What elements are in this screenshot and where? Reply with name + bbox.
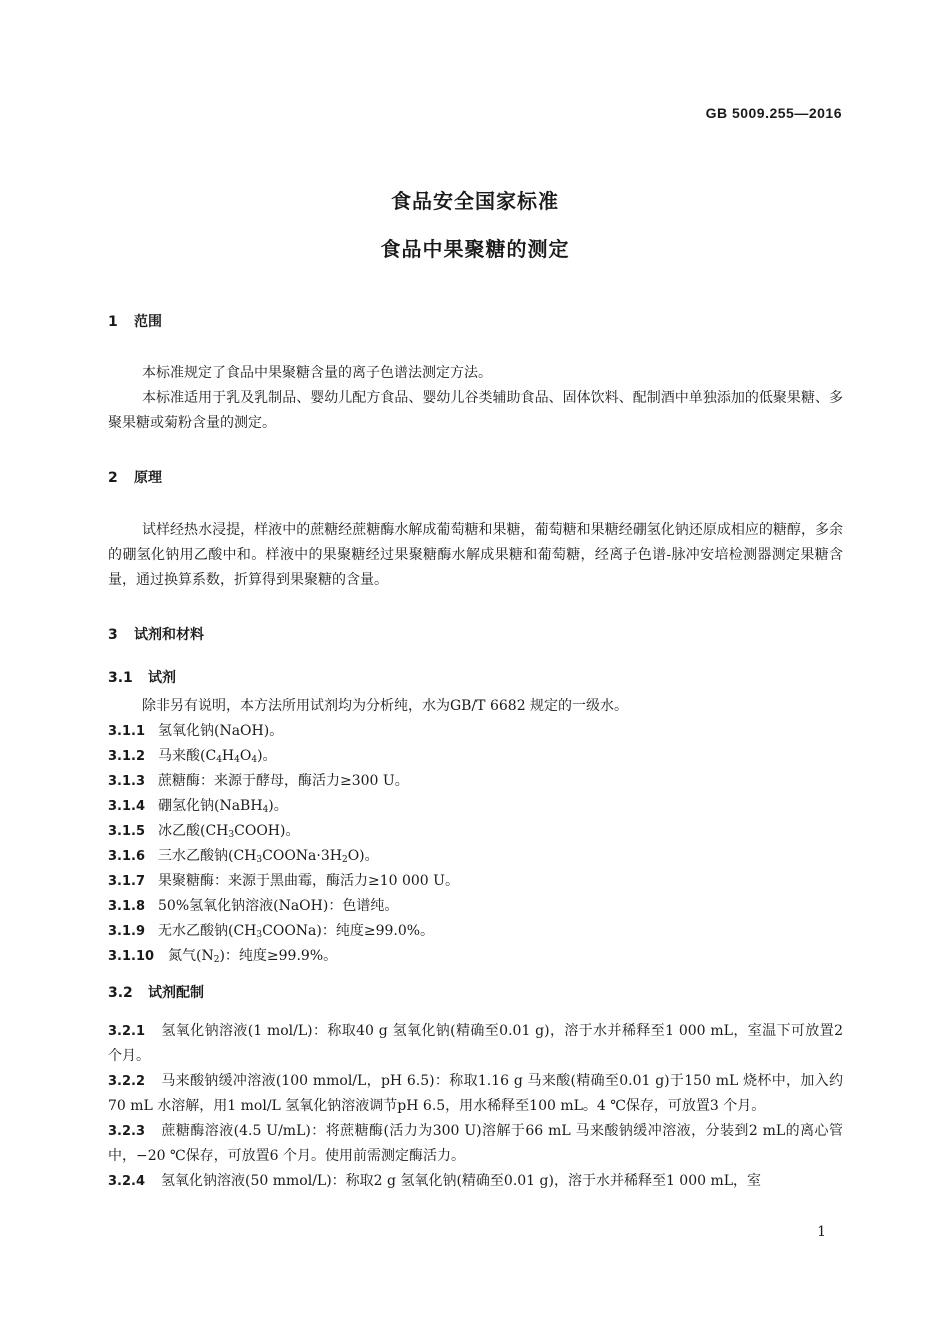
reagent-item bbox=[108, 944, 843, 969]
item-text: 蔗糖酶：来源于酵母，酶活力≥300 U。 bbox=[158, 773, 409, 789]
section-heading-scope bbox=[108, 312, 843, 332]
item-number: 3.1.3 bbox=[108, 774, 146, 789]
subscript: 4 bbox=[216, 755, 222, 765]
item-text: COONa·3H bbox=[262, 848, 342, 864]
section-title: 试剂和材料 bbox=[134, 627, 204, 643]
item-number: 3.1.7 bbox=[108, 874, 146, 889]
item-text: 无水乙酸钠(CH bbox=[158, 923, 257, 939]
reagent-item bbox=[108, 769, 843, 794]
item-text: 氢氧化钠溶液(50 mmol/L)：称取2 g 氢氧化钠(精确至0.01 g)，溶于水并稀释至1 000 mL，室 bbox=[161, 1173, 762, 1189]
item-text: H bbox=[221, 748, 235, 764]
item-text: 氢氧化钠溶液(1 mol/L)：称取40 g 氢氧化钠(精确至0.01 g)，溶于水并稀释至1 000 mL，室温下可放置2 个月。 bbox=[108, 1023, 843, 1064]
item-text: 硼氢化钠(NaBH bbox=[158, 798, 263, 814]
subscript: 3 bbox=[256, 855, 263, 865]
reagent-item bbox=[108, 869, 843, 894]
paragraph: 本标准规定了食品中果聚糖含量的离子色谱法测定方法。 bbox=[142, 365, 492, 381]
preparation-item bbox=[108, 1169, 843, 1194]
item-text: )。 bbox=[257, 748, 277, 764]
subsection-heading-reagents bbox=[108, 668, 843, 688]
section-heading-principle bbox=[108, 468, 843, 488]
subscript: 3 bbox=[256, 930, 263, 940]
item-number: 3.2.2 bbox=[108, 1074, 146, 1089]
subsection-heading-reagent-preparation bbox=[108, 983, 843, 1003]
standard-code: GB 5009.255—2016 bbox=[705, 105, 842, 121]
preparation-item bbox=[108, 1069, 843, 1119]
item-number: 3.1.1 bbox=[108, 724, 146, 739]
preparation-item bbox=[108, 1119, 843, 1169]
subscript: 2 bbox=[213, 955, 220, 965]
reagent-item bbox=[108, 819, 843, 844]
item-text: COOH)。 bbox=[234, 823, 300, 839]
item-text: COONa)：纯度≥99.0%。 bbox=[262, 923, 435, 939]
reagent-item bbox=[108, 719, 843, 744]
item-number: 3.2.4 bbox=[108, 1174, 146, 1189]
section-title: 范围 bbox=[134, 314, 162, 330]
item-number: 3.2.1 bbox=[108, 1024, 146, 1039]
item-number: 3.1.10 bbox=[108, 949, 155, 964]
paragraph: 本标准适用于乳及乳制品、婴幼儿配方食品、婴幼儿谷类辅助食品、固体饮料、配制酒中单独添加的低聚果糖、多聚果糖或菊粉含量的测定。 bbox=[108, 390, 843, 431]
subscript: 2 bbox=[341, 855, 348, 865]
item-number: 3.2.3 bbox=[108, 1124, 146, 1139]
item-number: 3.1.4 bbox=[108, 799, 146, 814]
item-text: )：纯度≥99.9%。 bbox=[219, 948, 338, 964]
item-number: 3.1.9 bbox=[108, 924, 146, 939]
reagent-item bbox=[108, 794, 843, 819]
section-number: 3.1 bbox=[108, 670, 133, 686]
item-text: 马来酸(C bbox=[158, 748, 217, 764]
subscript: 3 bbox=[228, 830, 235, 840]
section-number: 3 bbox=[108, 627, 118, 643]
document-body bbox=[108, 312, 843, 1194]
item-text: 果聚糖酶：来源于黑曲霉，酶活力≥10 000 U。 bbox=[158, 873, 459, 889]
item-text: 50%氢氧化钠溶液(NaOH)：色谱纯。 bbox=[158, 898, 399, 914]
reagent-item bbox=[108, 744, 843, 769]
section-title: 试剂 bbox=[148, 670, 176, 686]
item-text: 氢氧化钠(NaOH)。 bbox=[158, 723, 284, 739]
item-text: 冰乙酸(CH bbox=[158, 823, 229, 839]
document-title-main: 食品安全国家标准 bbox=[391, 189, 559, 213]
subscript: 4 bbox=[262, 805, 269, 815]
section-number: 2 bbox=[108, 470, 118, 486]
preparation-item bbox=[108, 1019, 843, 1069]
item-text: O bbox=[239, 748, 252, 764]
item-text: )。 bbox=[268, 798, 288, 814]
item-text: O)。 bbox=[347, 848, 379, 864]
item-number: 3.1.8 bbox=[108, 899, 146, 914]
section-number: 1 bbox=[108, 314, 118, 330]
item-number: 3.1.5 bbox=[108, 824, 146, 839]
paragraph: 试样经热水浸提，样液中的蔗糖经蔗糖酶水解成葡萄糖和果糖，葡萄糖和果糖经硼氢化钠还原成相应的糖醇，多余的硼氢化钠用乙酸中和。样液中的果聚糖经过果聚糖酶水解成果糖和葡萄糖，经离子色谱-脉冲安培检测器测定果糖含量，通过换算系数，折算得到果聚糖的含量。 bbox=[108, 522, 843, 588]
item-text: 蔗糖酶溶液(4.5 U/mL)：将蔗糖酶(活力为300 U)溶解于66 mL 马来酸钠缓冲溶液，分装到2 mL的离心管中，−20 ℃保存，可放置6 个月。使用前需测定酶活力。 bbox=[108, 1123, 843, 1164]
reagent-item bbox=[108, 844, 843, 869]
document-title-sub: 食品中果聚糖的测定 bbox=[380, 237, 570, 261]
section-number: 3.2 bbox=[108, 985, 133, 1001]
page-number: 1 bbox=[817, 1224, 826, 1240]
subscript: 4 bbox=[234, 755, 240, 765]
item-number: 3.1.6 bbox=[108, 849, 146, 864]
item-text: 三水乙酸钠(CH bbox=[158, 848, 257, 864]
reagent-item bbox=[108, 894, 843, 919]
item-text: 马来酸钠缓冲溶液(100 mmol/L，pH 6.5)：称取1.16 g 马来酸(精确至0.01 g)于150 mL 烧杯中，加入约70 mL 水溶解，用1 mol/L 氢氧化钠溶液调节pH 6.5，用水稀释至100 mL。4 ℃保存，可放置3 个月。 bbox=[108, 1073, 843, 1114]
subscript: 4 bbox=[251, 755, 258, 765]
section-title: 试剂配制 bbox=[148, 985, 204, 1001]
section-heading-reagents-materials bbox=[108, 625, 843, 645]
item-number: 3.1.2 bbox=[108, 749, 146, 764]
section-title: 原理 bbox=[134, 470, 162, 486]
item-text: 氮气(N bbox=[168, 948, 214, 964]
paragraph: 除非另有说明，本方法所用试剂均为分析纯，水为GB/T 6682 规定的一级水。 bbox=[142, 698, 629, 714]
reagent-item bbox=[108, 919, 843, 944]
